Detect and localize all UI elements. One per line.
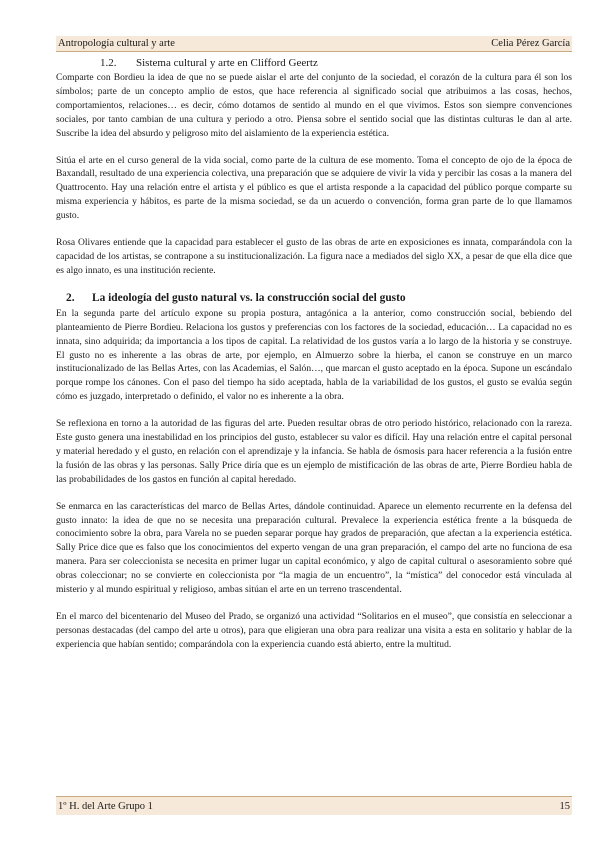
section-number: 1.2. xyxy=(100,57,117,69)
paragraph: Comparte con Bordieu la idea de que no se puede aislar el arte del conjunto de la sociedad, el corazón de la cultura para él son los símbolos; parte de un concepto amplio de estos, que hace referencia al significado social que atribuimos a las cosas, hechos, comportamientos, relaciones… es decir, cómo dotamos de sentido al mundo en el que vivimos. Estos son siempre convenciones sociales, por tanto cambian de una cultura y periodo a otro. Piensa sobre el sentido social que las distintas culturas le dan al arte. Suscribe la idea del absurdo y peligroso mito del aislamiento de la experiencia estética. xyxy=(56,72,572,139)
section-number: 2. xyxy=(66,291,75,304)
paragraph: Se reflexiona en torno a la autoridad de las figuras del arte. Pueden resultar obras de otro periodo histórico, relacionado con la rareza. Este gusto genera una inestabilidad en los principios del gusto, establecer su valor es difícil. Hay una relación entre el capital personal y material heredado y el gusto, en relación con el aprendizaje y la infancia. Se habla de ósmosis para hacer referencia a la fusión entre la fusión de las obras y las personas. Sally Price diría que es un ejemplo de mistificación de las obras de arte, Pierre Bordieu habla de las probabilidades de los gastos en función al capital heredado. xyxy=(56,418,572,485)
section-2-heading xyxy=(66,291,572,306)
paragraph: Rosa Olivares entiende que la capacidad para establecer el gusto de las obras de arte en exposiciones es innata, comparándola con la capacidad de los artistas, se contrapone a su institucionalización. La figura nace a mediados del siglo XX, a pesar de que ella dice que es algo innato, es una institución reciente. xyxy=(56,237,572,276)
page-number: 15 xyxy=(559,800,570,812)
paragraph: Sitúa el arte en el curso general de la vida social, como parte de la cultura de ese momento. Toma el concepto de ojo de la época de Baxandall, resultado de una experiencia colectiva, una preparación que se adquiere de vivir la vida y percibir las cosas a la manera del Quattrocento. Hay una relación entre el artista y el público es que el artista responde a la capacidad del público porque comparte su misma experiencia y hábitos, es parte de la misma sociedad, se da un acuerdo o convención, forma gran parte de lo que llamamos gusto. xyxy=(56,154,572,222)
header-course-title: Antropología cultural y arte xyxy=(58,38,175,49)
paragraph: En el marco del bicentenario del Museo del Prado, se organizó una actividad “Solitarios en el museo”, que consistía en seleccionar a personas destacadas (del campo del arte u otros), para que eligieran una obra para realizar una visita a esta en solitario y hablar de la experiencia que habían sentido; comparándola con la experiencia cuando está abierto, entre la multitud. xyxy=(56,611,572,650)
section-title: La ideología del gusto natural vs. la construcción social del gusto xyxy=(92,291,406,304)
footer-course-group: 1º H. del Arte Grupo 1 xyxy=(58,800,153,812)
paragraph: Se enmarca en las características del marco de Bellas Artes, dándole continuidad. Aparece un elemento recurrente en la defensa del gusto innato: la idea de que no se necesita una preparación cultural. Prevalece la experiencia estética frente a la búsqueda de conocimiento sobre la obra, para Varela no se pueden separar porque hay grados de preparación, que afectan a la experiencia estética. Sally Price dice que es falso que los conocimientos del experto vengan de una gran preparación, el campo del arte no funciona de esa manera. Para ser coleccionista se necesita en primer lugar un capital económico, y algo de capital cultural o asesoramiento sobre qué obras coleccionar; no se convierte en coleccionista por “la magia de un encuentro”, la “mística” del conocedor está vinculada al misterio y al mundo espiritual y religioso, ambas sitúan el arte en un terreno trascendental. xyxy=(56,500,572,596)
page-footer xyxy=(56,796,572,815)
section-title: Sistema cultural y arte en Clifford Geertz xyxy=(136,57,318,69)
section-1-2-heading xyxy=(100,56,572,70)
page-header xyxy=(56,36,572,52)
page-body xyxy=(56,54,572,665)
paragraph: En la segunda parte del artículo expone su propia postura, antagónica a la anterior, como construcción social, bebiendo del planteamiento de Pierre Bordieu. Relaciona los gustos y preferencias con los factores de la sociedad, educación… La capacidad no es innata, sino adquirida; da importancia a los tipos de capital. La relatividad de los gustos varía a lo largo de la historia y se construye. El gusto no es inherente a las obras de arte, por ejemplo, en Almuerzo sobre la hierba, el canon se construye en un marco institucionalizado de las Bellas Artes, con las Academias, el Salón…, que marcan el gusto aceptado en la época. Supone un escándalo porque rompe los cánones. Con el paso del tiempo ha sido aceptada, habla de la variabilidad de los gustos, el gusto se evalúa según cómo es juzgado, interpretado o definido, el valor no es inherente a la obra. xyxy=(56,307,572,403)
header-author: Celia Pérez García xyxy=(491,38,570,49)
